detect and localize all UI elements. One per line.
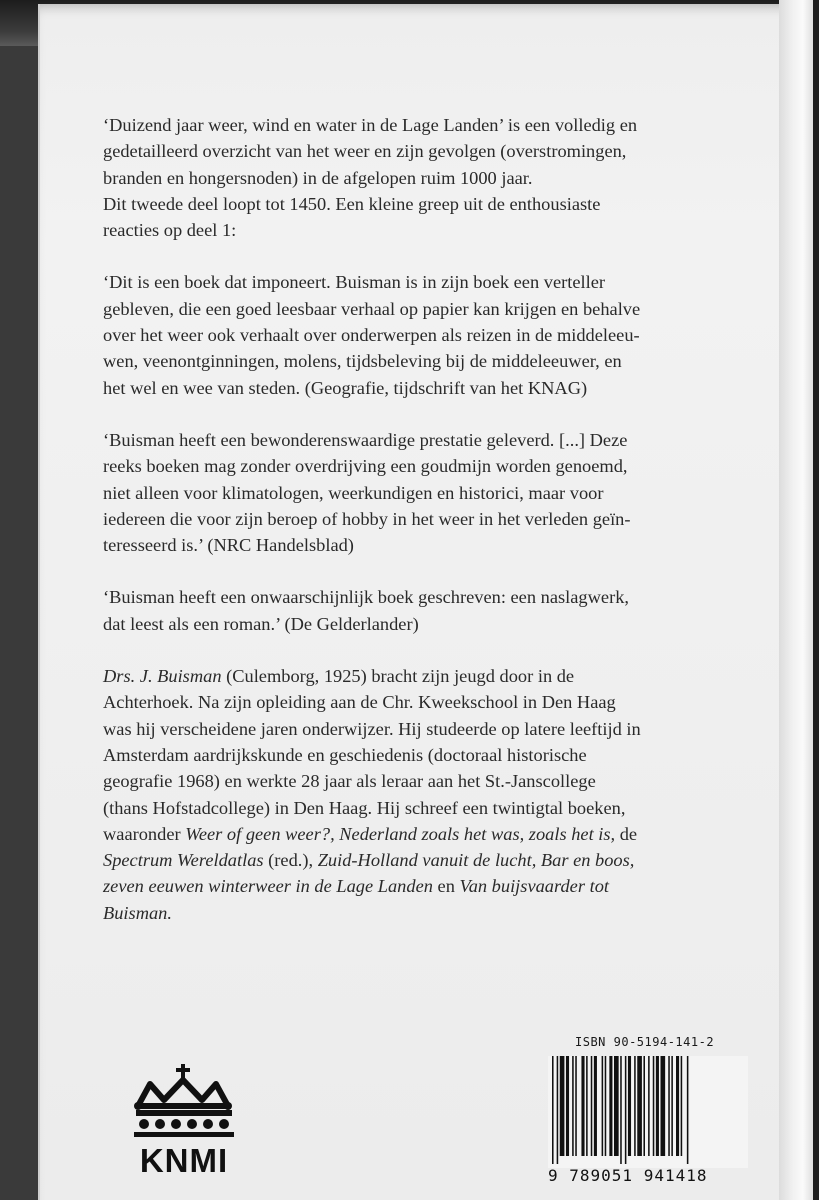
barcode-bar [602, 1056, 604, 1156]
text-line: iedereen die voor zijn beroep of hobby in het weer in het verleden geïn- [103, 508, 631, 529]
blurb-quote-gelderlander [103, 584, 723, 637]
barcode-bar [671, 1056, 673, 1156]
text-line: (thans Hofstadcollege) in Den Haag. Hij schreef een twintigtal boeken, [103, 797, 626, 818]
text-span: (red.), [263, 850, 318, 871]
text-span: (Culemborg, 1925) bracht zijn jeugd door in de [221, 666, 575, 687]
barcode-bar [687, 1056, 689, 1164]
blurb-quote-geografie [103, 269, 723, 400]
barcode-bar [557, 1056, 559, 1164]
text-line: gebleven, die een goed leesbaar verhaal op papier kan krijgen en behalve [103, 298, 641, 319]
barcode-bar [681, 1056, 683, 1156]
blurb-paragraph-intro [103, 112, 723, 243]
barcode-bar [552, 1056, 554, 1164]
ean-barcode [548, 1056, 748, 1185]
text-line: branden en hongersnoden) in de afgelopen ruim 1000 jaar. [103, 167, 533, 188]
barcode-bar [637, 1056, 642, 1156]
blurb-quote-nrc [103, 427, 723, 558]
text-span: de [615, 823, 638, 844]
text-line: reeks boeken mag zonder overdrijving een goudmijn worden genoemd, [103, 456, 628, 477]
barcode-bar [605, 1056, 607, 1156]
author-name: Drs. J. Buisman [103, 666, 222, 687]
text-line: dat leest als een roman.’ (De Gelderlander) [103, 613, 419, 634]
knmi-logo [124, 1060, 244, 1179]
barcode-bar [648, 1056, 650, 1156]
text-line [103, 821, 723, 847]
barcode-bar [591, 1056, 593, 1156]
barcode-bar [560, 1056, 565, 1156]
text-line: gedetailleerd overzicht van het weer en zijn gevolgen (overstromingen, [103, 141, 627, 162]
barcode-bar [643, 1056, 645, 1156]
barcode-bar [656, 1056, 659, 1156]
barcode-bar [625, 1056, 627, 1164]
blurb-text [103, 112, 723, 952]
text-line: ‘Buisman heeft een onwaarschijnlijk boek geschreven: een naslagwerk, [103, 587, 629, 608]
text-line: ‘Buisman heeft een bewonderenswaardige prestatie geleverd. [...] Deze [103, 429, 628, 450]
barcode-bar [614, 1056, 619, 1156]
barcode-bar [628, 1056, 631, 1156]
text-line: teresseerd is.’ (NRC Handelsblad) [103, 535, 354, 556]
text-line [103, 900, 723, 926]
logo-wordmark: KNMI [139, 1142, 229, 1179]
text-line: was hij verscheidene jaren onderwijzer. Hij studeerde op latere leeftijd in [103, 718, 641, 739]
book-title: Van buijsvaarder tot [459, 876, 610, 897]
text-line: wen, veenontginningen, molens, tijdsbeleving bij de middeleeuwer, en [103, 351, 622, 372]
ean-digits: 9 789051 941418 [548, 1166, 708, 1185]
text-line: over het weer ook verhaalt over onderwerpen als reizen in de middeleeu- [103, 325, 640, 346]
text-line [103, 663, 723, 689]
book-title: Zuid-Holland vanuit de lucht, Bar en boos, [317, 850, 635, 871]
text-line: Amsterdam aardrijkskunde en geschiedenis (doctoraal historische [103, 744, 587, 765]
barcode-bar [572, 1056, 574, 1156]
text-line: Achterhoek. Na zijn opleiding aan de Chr. Kweekschool in Den Haag [103, 692, 616, 713]
barcode-bar [676, 1056, 679, 1156]
barcode-bar [634, 1056, 636, 1156]
crown-icon [124, 1060, 244, 1140]
barcode-bar [581, 1056, 584, 1156]
text-line: ‘Dit is een boek dat imponeert. Buisman is in zijn boek een verteller [103, 272, 606, 293]
text-line [103, 847, 723, 873]
text-line: niet alleen voor klimatologen, weerkundigen en historici, maar voor [103, 482, 604, 503]
text-line: ‘Duizend jaar weer, wind en water in de Lage Landen’ is een volledig en [103, 115, 638, 135]
book-title: zeven eeuwen winterweer in de Lage Landen [103, 876, 433, 897]
barcode-bars [548, 1056, 748, 1164]
barcode-bar [609, 1056, 612, 1156]
barcode-bar [620, 1056, 622, 1164]
barcode-bar [668, 1056, 670, 1156]
text-line [103, 873, 723, 899]
text-span: en [432, 876, 460, 897]
book-title: Buisman. [103, 902, 172, 923]
barcode-bar [566, 1056, 569, 1156]
author-bio [103, 663, 723, 926]
barcode-bar [661, 1056, 666, 1156]
text-line: Dit tweede deel loopt tot 1450. Een kleine greep uit de enthousiaste [103, 193, 601, 214]
barcode-bar [586, 1056, 588, 1156]
barcode-bar [653, 1056, 655, 1156]
text-line: reacties op deel 1: [103, 220, 237, 241]
barcode-bar [594, 1056, 597, 1156]
text-line: geografie 1968) en werkte 28 jaar als leraar aan het St.-Janscollege [103, 771, 596, 792]
book-title: Spectrum Wereldatlas [103, 850, 264, 871]
book-spine-edge [779, 0, 819, 1200]
text-line: het wel en wee van steden. (Geografie, tijdschrift van het KNAG) [103, 377, 588, 398]
barcode-bar [575, 1056, 577, 1156]
book-title: Weer of geen weer?, Nederland zoals het was, zoals het is, [185, 823, 616, 844]
isbn-label: ISBN 90-5194-141-2 [575, 1035, 715, 1049]
text-span: waaronder [103, 823, 186, 844]
